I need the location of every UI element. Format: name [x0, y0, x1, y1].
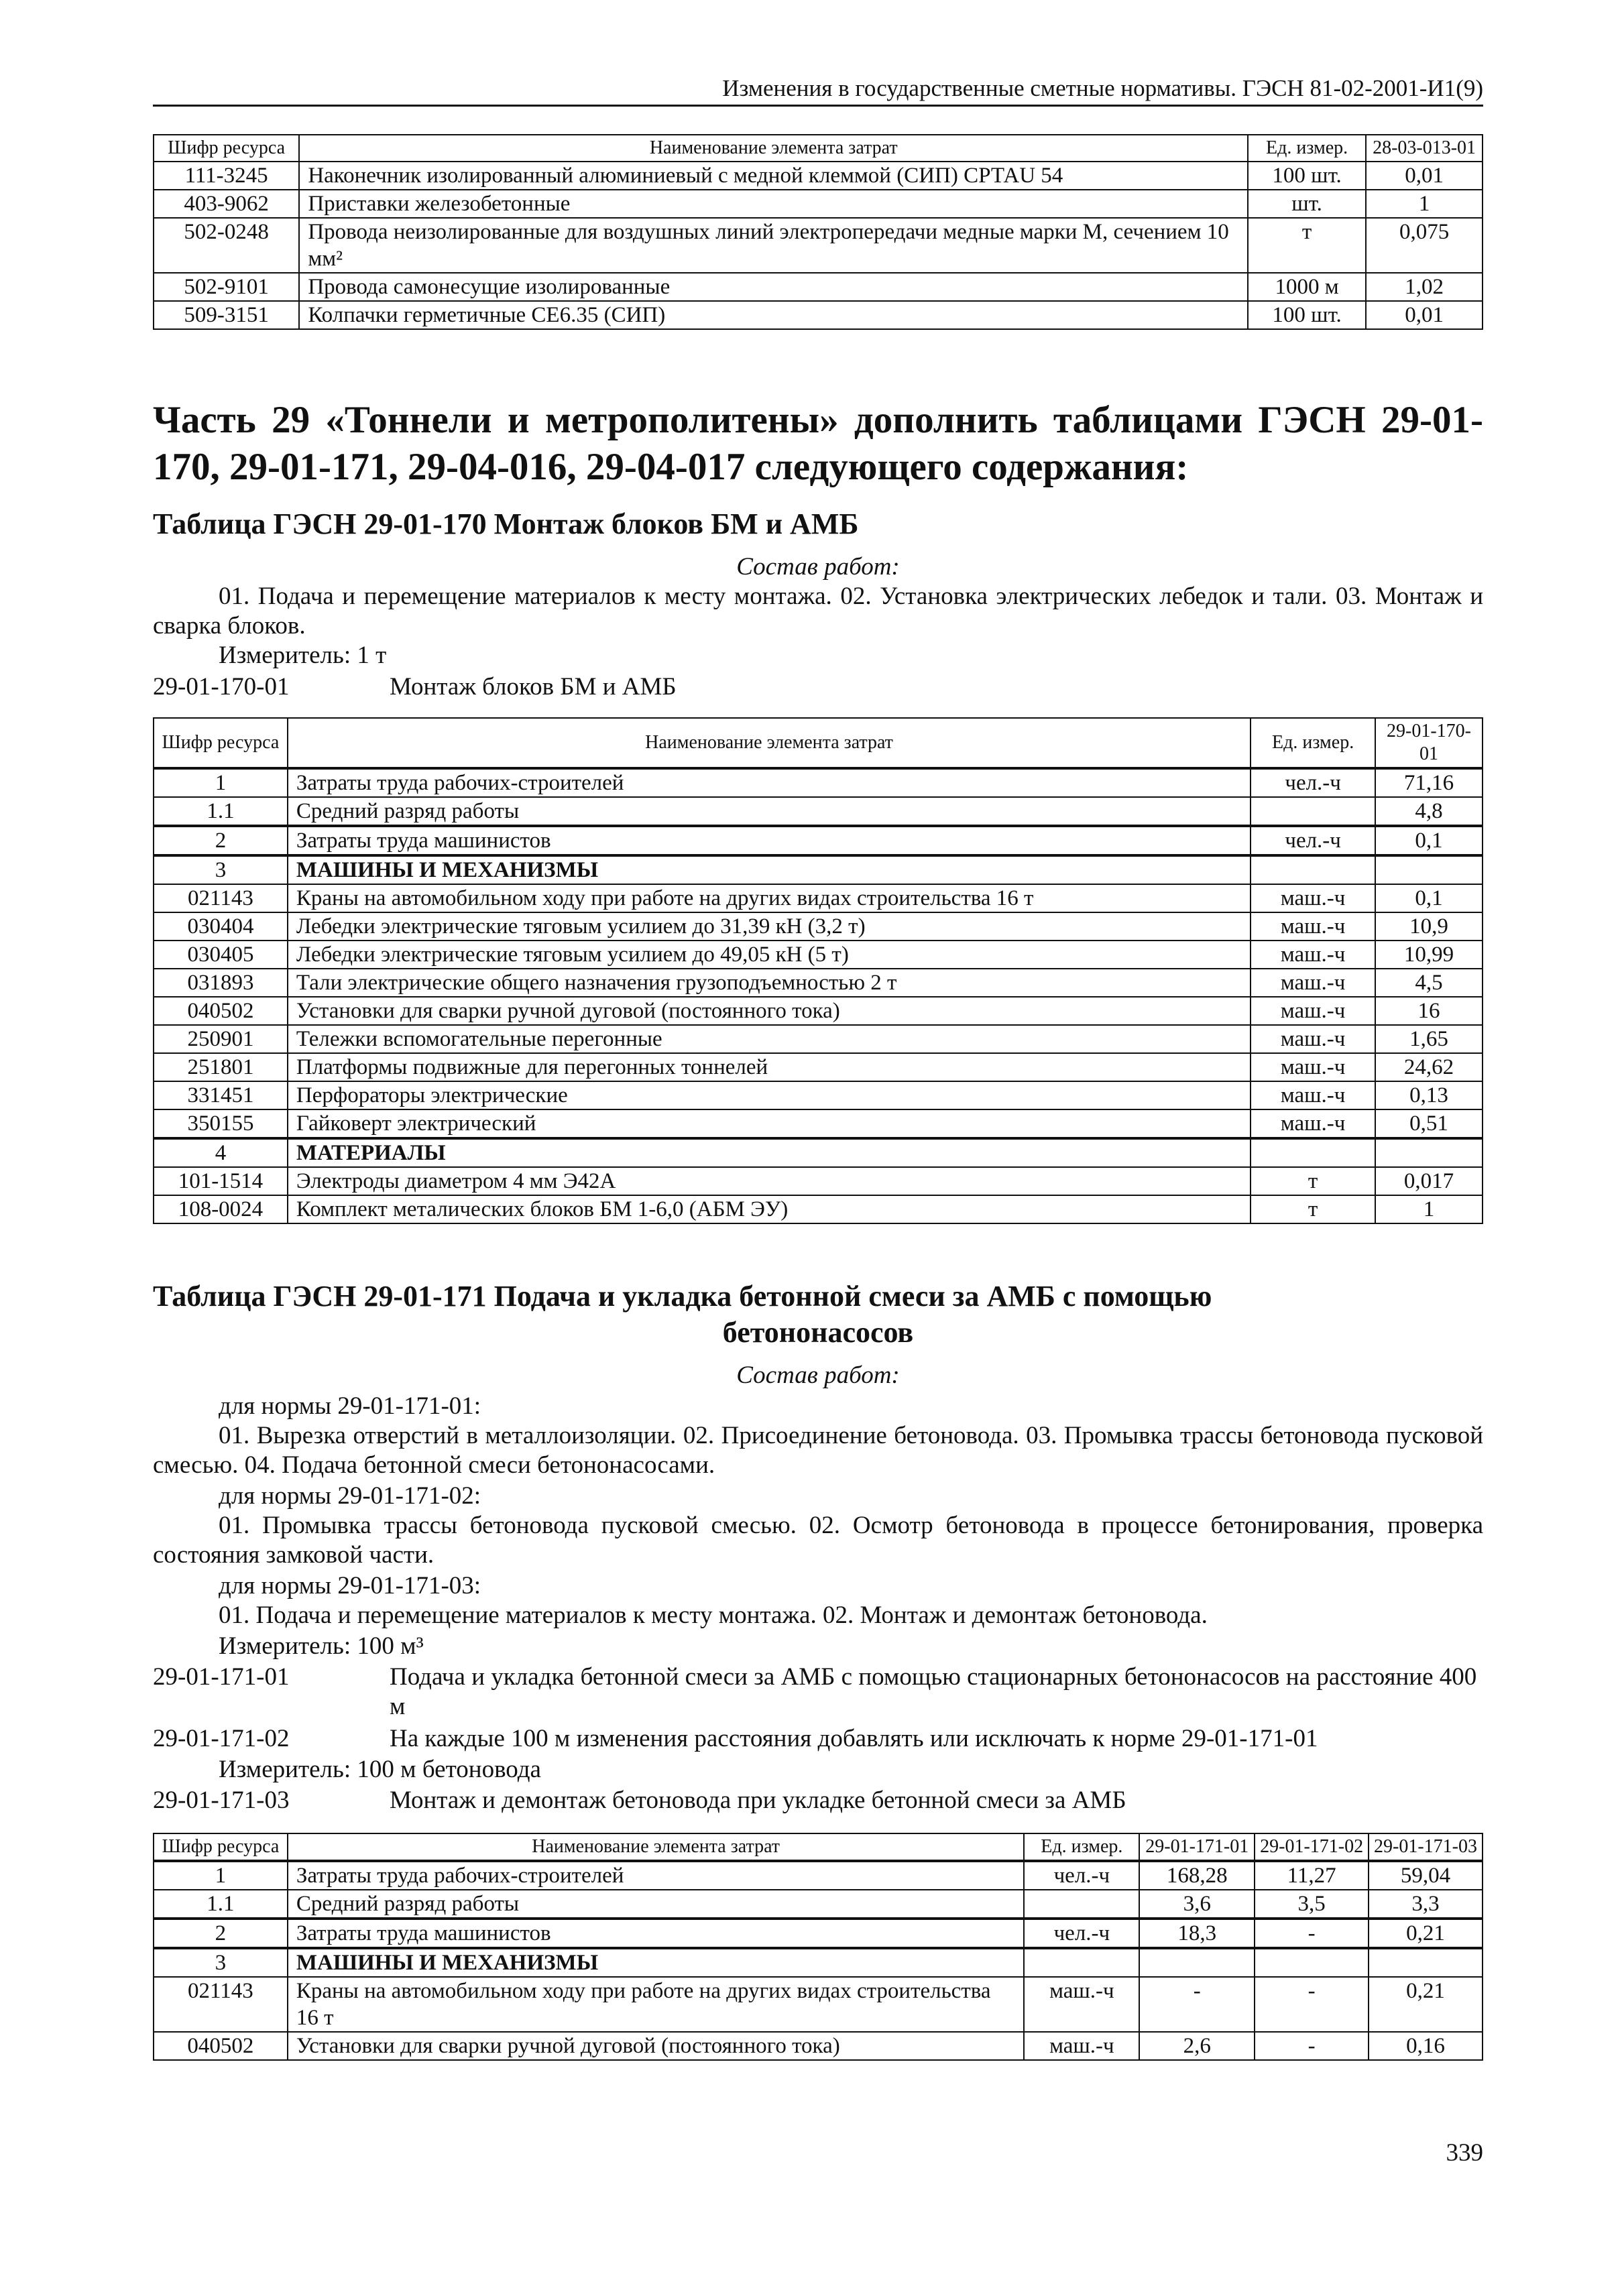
norm-text: Монтаж и демонтаж бетоновода при укладке бетонной смеси за АМБ	[390, 1787, 1126, 1814]
cell-value: 0,017	[1375, 1167, 1483, 1195]
header-rule	[153, 105, 1483, 107]
cell-unit: чел.-ч	[1251, 768, 1375, 797]
cell-unit: 1000 м	[1248, 273, 1366, 301]
cell-name: Наконечник изолированный алюминиевый с медной клеммой (СИП) СРТАU 54	[299, 162, 1248, 190]
table-row	[154, 884, 1483, 912]
cell-name: МАШИНЫ И МЕХАНИЗМЫ	[288, 855, 1251, 884]
cell-unit	[1024, 1890, 1139, 1919]
table-section-row	[154, 1138, 1483, 1167]
table-row	[154, 1861, 1483, 1890]
cell-unit: т	[1248, 218, 1366, 273]
cell-value-1	[1139, 1948, 1255, 1977]
part-heading: Часть 29 «Тоннели и метрополитены» дополнить таблицами ГЭСН 29-01-170, 29-01-171, 29-04-016, 29-04-017 следующего содержания:	[153, 399, 1483, 488]
cell-code: 1.1	[154, 1890, 288, 1919]
cell-value-1: 18,3	[1139, 1919, 1255, 1948]
norm-code: 29-01-171-03	[153, 1787, 290, 1814]
cell-code: 3	[154, 1948, 288, 1977]
cell-value-1: -	[1139, 1977, 1255, 2032]
work-composition-label: Состав работ:	[736, 553, 900, 581]
cell-value: 0,01	[1366, 162, 1483, 190]
cell-code: 350155	[154, 1109, 288, 1138]
meter-label: Измеритель: 100 м³	[219, 1632, 424, 1660]
cell-name: Установки для сварки ручной дуговой (постоянного тока)	[288, 997, 1251, 1025]
cell-code: 031893	[154, 969, 288, 997]
cell-code: 021143	[154, 884, 288, 912]
cell-unit: чел.-ч	[1024, 1861, 1139, 1890]
cell-value: 0,51	[1375, 1109, 1483, 1138]
header-unit: Ед. измер.	[1024, 1833, 1139, 1861]
table-row	[154, 969, 1483, 997]
table-row	[154, 826, 1483, 855]
cell-unit: т	[1251, 1167, 1375, 1195]
table-171-title-line1: Таблица ГЭСН 29-01-171 Подача и укладка бетонной смеси за АМБ с помощью	[153, 1280, 1212, 1313]
norm-1-label: для нормы 29-01-171-01:	[219, 1392, 481, 1420]
norm-text: Монтаж блоков БМ и АМБ	[390, 673, 677, 701]
table-row	[154, 2032, 1483, 2060]
norm-1-work-text: 01. Вырезка отверстий в металлоизоляции. 02. Присоединение бетоновода. 03. Промывка трассы бетоновода пусковой смесью. 04. Подача бетонной смеси бетононасосами.	[153, 1422, 1483, 1479]
table-171-title-line2: бетононасосов	[722, 1316, 914, 1349]
cell-name: Платформы подвижные для перегонных тоннелей	[288, 1053, 1251, 1081]
cell-code: 2	[154, 1919, 288, 1948]
cell-value: 0,1	[1375, 826, 1483, 855]
cell-name: Краны на автомобильном ходу при работе на других видах строительства 16 т	[288, 1977, 1025, 2032]
header-norm-1: 29-01-171-01	[1139, 1833, 1255, 1861]
table-row	[154, 1081, 1483, 1109]
header-norm-3: 29-01-171-03	[1369, 1833, 1483, 1861]
norm-text: На каждые 100 м изменения расстояния добавлять или исключать к норме 29-01-171-01	[390, 1725, 1318, 1752]
table-row	[154, 997, 1483, 1025]
table-row	[154, 162, 1483, 190]
cell-value-2: 11,27	[1255, 1861, 1369, 1890]
running-header: Изменения в государственные сметные нормативы. ГЭСН 81-02-2001-И1(9)	[722, 75, 1483, 101]
cell-value: 0,01	[1366, 301, 1483, 329]
header-code: Шифр ресурса	[154, 718, 288, 768]
cell-value-1: 168,28	[1139, 1861, 1255, 1890]
norm-2-work-text: 01. Промывка трассы бетоновода пусковой смесью. 02. Осмотр бетоновода в процессе бетонирования, проверка состояния замковой части.	[153, 1512, 1483, 1569]
cell-value-3: 0,16	[1369, 2032, 1483, 2060]
cell-unit: чел.-ч	[1251, 826, 1375, 855]
table-row	[154, 1025, 1483, 1053]
cell-unit: маш.-ч	[1251, 912, 1375, 941]
resource-table-28-03-013	[153, 134, 1483, 330]
cell-value-3: 0,21	[1369, 1977, 1483, 2032]
header-code: Шифр ресурса	[154, 135, 299, 162]
cell-unit: маш.-ч	[1251, 1081, 1375, 1109]
cell-unit: маш.-ч	[1251, 941, 1375, 969]
cell-name: Затраты труда машинистов	[288, 1919, 1025, 1948]
header-name: Наименование элемента затрат	[299, 135, 1248, 162]
header-code: Шифр ресурса	[154, 1833, 288, 1861]
cell-name: Гайковерт электрический	[288, 1109, 1251, 1138]
cell-value: 0,075	[1366, 218, 1483, 273]
cell-code: 1	[154, 1861, 288, 1890]
cell-value: 10,99	[1375, 941, 1483, 969]
meter-label: Измеритель: 1 т	[219, 642, 387, 669]
cell-unit: 100 шт.	[1248, 301, 1366, 329]
cell-value-3: 3,3	[1369, 1890, 1483, 1919]
table-row	[154, 941, 1483, 969]
resource-table-29-01-171	[153, 1833, 1483, 2061]
cell-unit: т	[1251, 1195, 1375, 1223]
header-name: Наименование элемента затрат	[288, 1833, 1025, 1861]
cell-unit: маш.-ч	[1251, 1053, 1375, 1081]
table-row	[154, 273, 1483, 301]
cell-code: 250901	[154, 1025, 288, 1053]
cell-value: 10,9	[1375, 912, 1483, 941]
cell-unit: шт.	[1248, 190, 1366, 218]
cell-code: 509-3151	[154, 301, 299, 329]
resource-table-29-01-170	[153, 717, 1483, 1224]
cell-value-1: 3,6	[1139, 1890, 1255, 1919]
cell-code: 251801	[154, 1053, 288, 1081]
cell-value-2: 3,5	[1255, 1890, 1369, 1919]
cell-code: 1.1	[154, 797, 288, 826]
norm-code: 29-01-171-01	[153, 1663, 290, 1691]
cell-code: 1	[154, 768, 288, 797]
cell-unit	[1251, 1138, 1375, 1167]
cell-value: 4,8	[1375, 797, 1483, 826]
table-row	[154, 1053, 1483, 1081]
cell-name: Лебедки электрические тяговым усилием до 49,05 кН (5 т)	[288, 941, 1251, 969]
table-section-row	[154, 855, 1483, 884]
table-row	[154, 1977, 1483, 2032]
cell-unit: 100 шт.	[1248, 162, 1366, 190]
table-170-title: Таблица ГЭСН 29-01-170 Монтаж блоков БМ и АМБ	[153, 507, 859, 540]
cell-value-2	[1255, 1948, 1369, 1977]
cell-name: Провода самонесущие изолированные	[299, 273, 1248, 301]
header-unit: Ед. измер.	[1251, 718, 1375, 768]
cell-value: 1	[1366, 190, 1483, 218]
cell-value-1: 2,6	[1139, 2032, 1255, 2060]
cell-name: Приставки железобетонные	[299, 190, 1248, 218]
norm-code: 29-01-170-01	[153, 673, 290, 701]
cell-value	[1375, 855, 1483, 884]
cell-code: 030405	[154, 941, 288, 969]
cell-code: 403-9062	[154, 190, 299, 218]
cell-name: Средний разряд работы	[288, 797, 1251, 826]
cell-name: Перфораторы электрические	[288, 1081, 1251, 1109]
table-row	[154, 1167, 1483, 1195]
cell-code: 4	[154, 1138, 288, 1167]
table-row	[154, 1195, 1483, 1223]
header-norm-2: 29-01-171-02	[1255, 1833, 1369, 1861]
norm-2-label: для нормы 29-01-171-02:	[219, 1482, 481, 1510]
header-unit: Ед. измер.	[1248, 135, 1366, 162]
cell-name: Средний разряд работы	[288, 1890, 1025, 1919]
cell-name: Затраты труда рабочих-строителей	[288, 1861, 1025, 1890]
norm-code: 29-01-171-02	[153, 1725, 290, 1752]
cell-name: Затраты труда рабочих-строителей	[288, 768, 1251, 797]
table-row	[154, 301, 1483, 329]
cell-value: 0,1	[1375, 884, 1483, 912]
header-name: Наименование элемента затрат	[288, 718, 1251, 768]
cell-name: Лебедки электрические тяговым усилием до 31,39 кН (3,2 т)	[288, 912, 1251, 941]
cell-code: 331451	[154, 1081, 288, 1109]
cell-code: 111-3245	[154, 162, 299, 190]
cell-value: 16	[1375, 997, 1483, 1025]
cell-unit: маш.-ч	[1251, 1025, 1375, 1053]
norm-text: Подача и укладка бетонной смеси за АМБ с помощью стационарных бетононасосов на расстояние 400 м	[390, 1663, 1477, 1720]
cell-value: 1,65	[1375, 1025, 1483, 1053]
cell-name: МАТЕРИАЛЫ	[288, 1138, 1251, 1167]
cell-value-3: 0,21	[1369, 1919, 1483, 1948]
cell-code: 040502	[154, 2032, 288, 2060]
cell-name: Комплект металических блоков БМ 1-6,0 (АБМ ЭУ)	[288, 1195, 1251, 1223]
cell-code: 021143	[154, 1977, 288, 2032]
table-row	[154, 912, 1483, 941]
cell-unit: маш.-ч	[1251, 884, 1375, 912]
cell-unit	[1251, 797, 1375, 826]
cell-value: 24,62	[1375, 1053, 1483, 1081]
cell-value-2: -	[1255, 2032, 1369, 2060]
cell-name: Электроды диаметром 4 мм Э42А	[288, 1167, 1251, 1195]
cell-name: Провода неизолированные для воздушных линий электропередачи медные марки М, сечением 10 мм²	[299, 218, 1248, 273]
work-composition-label: Состав работ:	[736, 1362, 900, 1389]
table-header-row	[154, 1833, 1483, 1861]
table-section-row	[154, 1948, 1483, 1977]
cell-unit	[1024, 1948, 1139, 1977]
cell-value	[1375, 1138, 1483, 1167]
cell-code: 030404	[154, 912, 288, 941]
cell-name: Затраты труда машинистов	[288, 826, 1251, 855]
meter-label: Измеритель: 100 м бетоновода	[219, 1756, 541, 1783]
cell-unit: маш.-ч	[1024, 1977, 1139, 2032]
cell-value: 0,13	[1375, 1081, 1483, 1109]
header-norm: 28-03-013-01	[1366, 135, 1483, 162]
cell-code: 2	[154, 826, 288, 855]
cell-name: Тележки вспомогательные перегонные	[288, 1025, 1251, 1053]
cell-code: 040502	[154, 997, 288, 1025]
work-composition-text: 01. Подача и перемещение материалов к месту монтажа. 02. Установка электрических лебедок и тали. 03. Монтаж и сварка блоков.	[153, 583, 1483, 640]
cell-name: Колпачки герметичные СЕ6.35 (СИП)	[299, 301, 1248, 329]
table-row	[154, 1109, 1483, 1138]
cell-value: 1	[1375, 1195, 1483, 1223]
norm-3-label: для нормы 29-01-171-03:	[219, 1572, 481, 1599]
table-header-row	[154, 718, 1483, 768]
cell-code: 502-9101	[154, 273, 299, 301]
table-row	[154, 797, 1483, 826]
cell-value-3	[1369, 1948, 1483, 1977]
page-number: 339	[1446, 2139, 1483, 2167]
cell-name: МАШИНЫ И МЕХАНИЗМЫ	[288, 1948, 1025, 1977]
cell-value: 4,5	[1375, 969, 1483, 997]
cell-code: 101-1514	[154, 1167, 288, 1195]
cell-name: Краны на автомобильном ходу при работе на других видах строительства 16 т	[288, 884, 1251, 912]
cell-value: 1,02	[1366, 273, 1483, 301]
table-row	[154, 218, 1483, 273]
cell-unit: маш.-ч	[1024, 2032, 1139, 2060]
cell-value-3: 59,04	[1369, 1861, 1483, 1890]
cell-unit	[1251, 855, 1375, 884]
cell-name: Тали электрические общего назначения грузоподъемностью 2 т	[288, 969, 1251, 997]
table-row	[154, 1890, 1483, 1919]
cell-unit: маш.-ч	[1251, 969, 1375, 997]
cell-value-2: -	[1255, 1977, 1369, 2032]
table-header-row	[154, 135, 1483, 162]
cell-unit: маш.-ч	[1251, 997, 1375, 1025]
table-row	[154, 1919, 1483, 1948]
table-row	[154, 190, 1483, 218]
cell-value-2: -	[1255, 1919, 1369, 1948]
cell-unit: чел.-ч	[1024, 1919, 1139, 1948]
norm-3-work-text: 01. Подача и перемещение материалов к месту монтажа. 02. Монтаж и демонтаж бетоновода.	[219, 1602, 1208, 1629]
cell-code: 3	[154, 855, 288, 884]
cell-code: 108-0024	[154, 1195, 288, 1223]
header-norm: 29-01-170-01	[1375, 718, 1483, 768]
cell-unit: маш.-ч	[1251, 1109, 1375, 1138]
cell-code: 502-0248	[154, 218, 299, 273]
cell-value: 71,16	[1375, 768, 1483, 797]
table-row	[154, 768, 1483, 797]
cell-name: Установки для сварки ручной дуговой (постоянного тока)	[288, 2032, 1025, 2060]
